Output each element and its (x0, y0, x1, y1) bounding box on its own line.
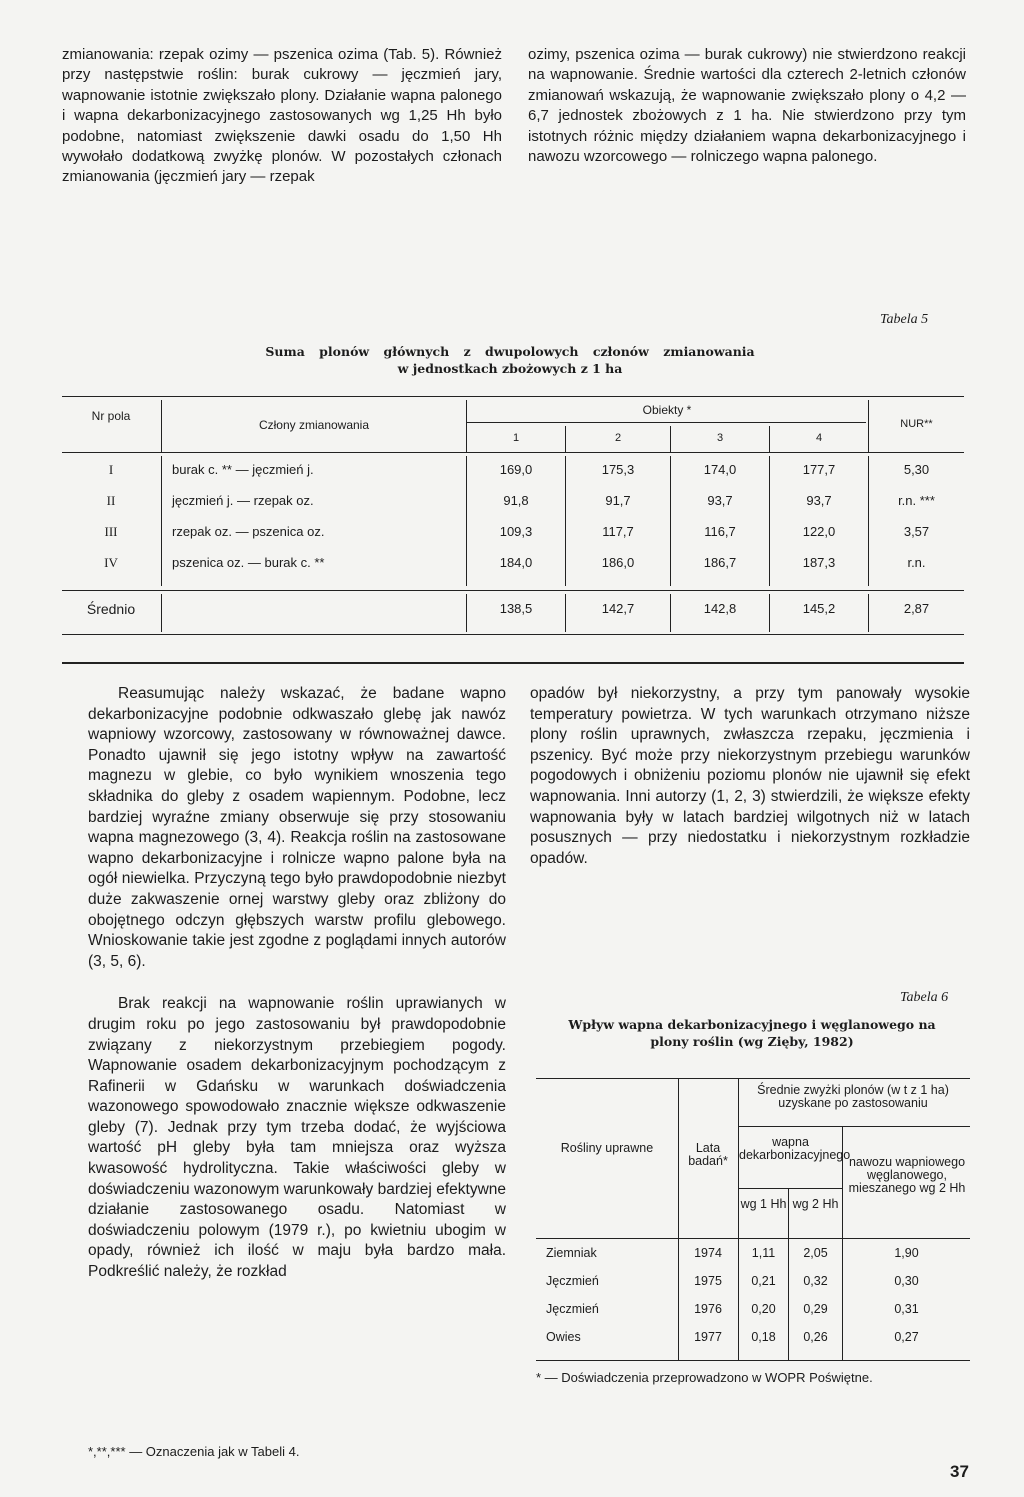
table5-cell-nr: II (106, 493, 116, 508)
table5-cell-v1: 109,3 (499, 524, 533, 539)
table6-cell-nawozu: 0,27 (894, 1330, 919, 1344)
table6-cell-nawozu: 0,30 (894, 1274, 919, 1288)
table-rule (738, 1126, 970, 1127)
table-rule (536, 1238, 970, 1239)
table5-mean-v3: 142,8 (703, 601, 737, 616)
table5-cell-v2: 186,0 (601, 555, 635, 570)
table-col-rule (161, 594, 162, 632)
table5-title-line2: w jednostkach zbożowych z 1 ha (397, 361, 623, 376)
table5-cell-v3: 93,7 (707, 493, 733, 508)
table6-cell-rok: 1975 (694, 1274, 722, 1288)
table5-cell-nur: r.n. (907, 555, 926, 570)
table5-cell-v3: 174,0 (703, 462, 737, 477)
table6-cell-wg1: 1,11 (751, 1246, 776, 1260)
table5-cell-v2: 117,7 (602, 524, 634, 539)
table6-cell-wg2: 0,32 (803, 1274, 828, 1288)
table5-cell-nur: 3,57 (903, 524, 930, 539)
table6-cell-wg1: 0,20 (751, 1302, 776, 1316)
table-rule (536, 1078, 970, 1079)
table5-header-czlony: Człony zmianowania (258, 418, 370, 432)
table5 (62, 396, 964, 666)
paragraph: opadów był niekorzystny, a przy tym panowały wysokie temperatury powietrza. W tych warunkach otrzymano niższe plony roślin uprawnych, zwłaszcza rzepaku, jęczmienia i pszenicy. Być może przy niekorzystnym przebiegu warunków pogodowych i obniżeniu poziomu plonów nie ujawnił się efekt wapnowania. Inni autorzy (1, 2, 3) stwierdzili, że większe efekty wapnowania były w latach bardziej wilgotnych niż w latach posusznych — przy niedostatku i niekorzystnym rozkładzie opadów. (530, 685, 970, 867)
table5-cell-nr: III (104, 524, 118, 539)
table6-cell-wg1: 0,18 (751, 1330, 776, 1344)
table6-cell-rok: 1976 (694, 1302, 722, 1316)
table5-cell-czlon: jęczmień j. — rzepak oz. (172, 493, 314, 508)
table6-header-wapna-dek: wapna dekarbonizacyjnego (739, 1135, 851, 1162)
table5-cell-nr: I (108, 462, 114, 477)
table5-cell-v2: 91,7 (605, 493, 631, 508)
table6-title-line2: plony roślin (wg Zięby, 1982) (650, 1034, 854, 1049)
paragraph: Reasumując należy wskazać, że badane wapno dekarbonizacyjne podobnie odkwaszało glebę jak nawóz wapniowy wzorcowy, zastosowany w równoważnej dawce. Ponadto ujawnił się jego istotny wpływ na zawartość magnezu w glebie, co było wynikiem wnoszenia tego składnika do gleby z osadem wapiennym. Podobne, lecz bardziej wyraźne zmiany obserwuje się przy stosowaniu wapna magnezowego (3, 4). Reakcja roślin na zastosowane wapno dekarbonizacyjne i rolnicze wapno palone była na ogół niewielka. Przyczyną tego było prawdopodobnie niezbyt duże zakwaszenie ornej warstwy gleby oraz zbliżony do obojętnego odczyn głębszych warstw profilu glebowego. Wnioskowanie takie jest zgodne z poglądami innych autorów (3, 5, 6). (88, 685, 506, 970)
body-text-top-left (62, 45, 502, 188)
page-number: 37 (950, 1462, 969, 1481)
table6-header-lata: Lata badań* (688, 1141, 728, 1168)
table6-cell-nawozu: 0,31 (894, 1302, 919, 1316)
table-rule (466, 422, 866, 423)
body-text-bottom-left (88, 684, 506, 1283)
table5-cell-nur: 5,30 (903, 462, 930, 477)
table-col-rule (678, 1078, 679, 1360)
table6-cell-wg2: 2,05 (803, 1246, 828, 1260)
table6-cell-roslina: Jęczmień (546, 1274, 599, 1288)
table-col-rule (161, 456, 162, 586)
table-rule (62, 452, 964, 453)
body-text-top-right (528, 45, 966, 167)
table6-header-wg2: wg 2 Hh (792, 1197, 839, 1211)
table5-cell-v4: 93,7 (806, 493, 832, 508)
table5-cell-v2: 175,3 (601, 462, 635, 477)
table5-cell-v1: 169,0 (499, 462, 533, 477)
table-rule (62, 396, 964, 397)
table5-header-obiekty: Obiekty * (642, 403, 692, 417)
table6-cell-roslina: Ziemniak (546, 1246, 597, 1260)
table6-title (532, 1016, 972, 1050)
table-rule (738, 1188, 842, 1189)
table5-cell-v1: 184,0 (499, 555, 533, 570)
table5-mean-nur: 2,87 (903, 601, 930, 616)
paragraph: zmianowania: rzepak ozimy — pszenica ozima (Tab. 5). Również przy następstwie roślin: burak cukrowy — jęczmień jary, wapnowanie istotnie zwiększało plony. Działanie wapna palonego i wapna dekarbonizacyjnego zastosowanych wg 1,25 Hh było podobne, natomiast zwiększenie dawki osadu do 1,50 Hh wywołało dodatkową zwyżkę plonów. W pozostałych członach zmianowania (jęczmień jary — rzepak (62, 46, 502, 186)
table-col-rule (738, 1078, 739, 1360)
table5-mean-v4: 145,2 (802, 601, 836, 616)
table5-cell-v3: 186,7 (703, 555, 737, 570)
table-rule (536, 1360, 970, 1361)
table6-cell-rok: 1977 (694, 1330, 722, 1344)
table5-mean-v2: 142,7 (601, 601, 635, 616)
table5-cell-czlon: rzepak oz. — pszenica oz. (172, 524, 325, 539)
table5-footnote: *,**,*** — Oznaczenia jak w Tabeli 4. (88, 1444, 300, 1459)
table5-cell-nur: r.n. *** (898, 493, 935, 508)
table6-header-wg1: wg 1 Hh (740, 1197, 787, 1211)
table6-header-rosliny: Rośliny uprawne (560, 1141, 654, 1155)
table6-cell-roslina: Owies (546, 1330, 581, 1344)
table6-label: Tabela 6 (900, 990, 949, 1005)
table6-cell-rok: 1974 (694, 1246, 722, 1260)
table5-cell-v4: 177,7 (802, 462, 836, 477)
table5-cell-v1: 91,8 (503, 493, 529, 508)
table-rule (62, 634, 964, 635)
table5-header-o4: 4 (815, 432, 823, 444)
table5-header-o1: 1 (512, 432, 520, 444)
paragraph: Brak reakcji na wapnowanie roślin uprawianych w drugim roku po jego zastosowaniu był prawdopodobnie związany z niekorzystnym przebiegiem pogody. Wapnowanie osadem dekarbonizacyjnym pochodzącym z Rafinerii w Gdańsku w warunkach doświadczenia wazonowego spowodowało znacznie większe odkwaszenie gleby (7). Jednak przy tym trzeba dodać, że wyjściowa wartość pH gleby była tam mniejsza oraz wyższa kwasowość hydrolityczna. Takie właściwości gleby w doświadczeniu wazonowym warunkowały bardziej efektywne działanie zastosowanego osadu. Natomiast w doświadczeniu polowym (1979 r.), po kwietniu ubogim w opady, również ich ilość w maju była bardzo mała. Podkreślić należy, że rozkład (88, 995, 506, 1281)
table6-cell-roslina: Jęczmień (546, 1302, 599, 1316)
table-rule (62, 662, 964, 664)
table5-cell-nr: IV (104, 555, 118, 570)
table6-header-srednie: Średnie zwyżki plonów (w t z 1 ha) uzyskane po zastosowaniu (757, 1083, 949, 1110)
table6-cell-wg2: 0,29 (803, 1302, 828, 1316)
table5-cell-czlon: burak c. ** — jęczmień j. (172, 462, 314, 477)
table6-cell-wg1: 0,21 (751, 1274, 776, 1288)
paragraph: ozimy, pszenica ozima — burak cukrowy) nie stwierdzono reakcji na wapnowanie. Średnie wartości dla czterech 2-letnich członów zmianowań wskazują, że wapnowanie zwiększało plony o 4,2 — 6,7 jednostek zbożowych z 1 ha. Nie stwierdzono przy tym istotnych różnic między działaniem wapna dekarbonizacyjnego i nawozu wzorcowego — rolniczego wapna palonego. (528, 46, 966, 166)
table6-title-line1: Wpływ wapna dekarbonizacyjnego i węglanowego na (568, 1017, 936, 1032)
table5-mean-label: Średnio (86, 601, 136, 617)
table5-title-line1: Suma plonów głównych z dwupolowych członów zmianowania (265, 344, 755, 359)
table5-header-o3: 3 (716, 432, 724, 444)
table5-cell-v4: 122,0 (802, 524, 836, 539)
table6-cell-nawozu: 1,90 (894, 1246, 919, 1260)
table5-cell-v4: 187,3 (802, 555, 836, 570)
table5-label: Tabela 5 (880, 312, 929, 327)
table-rule (62, 590, 964, 591)
table6-header-nawozu: nawozu wapniowego węglanowego, mieszanego wg 2 Hh (848, 1155, 966, 1195)
table6-footnote: * — Doświadczenia przeprowadzono w WOPR Poświętne. (536, 1370, 873, 1385)
body-text-bottom-right (530, 684, 970, 869)
table5-mean-v1: 138,5 (499, 601, 533, 616)
table6 (536, 1078, 970, 1360)
table6-cell-wg2: 0,26 (803, 1330, 828, 1344)
table5-title (180, 343, 840, 377)
table5-cell-czlon: pszenica oz. — burak c. ** (172, 555, 325, 570)
table5-header-nur: NUR** (900, 418, 933, 430)
table5-header-o2: 2 (614, 432, 622, 444)
table5-cell-v3: 116,7 (704, 524, 736, 539)
table5-header-nr: Nr pola (91, 409, 131, 423)
